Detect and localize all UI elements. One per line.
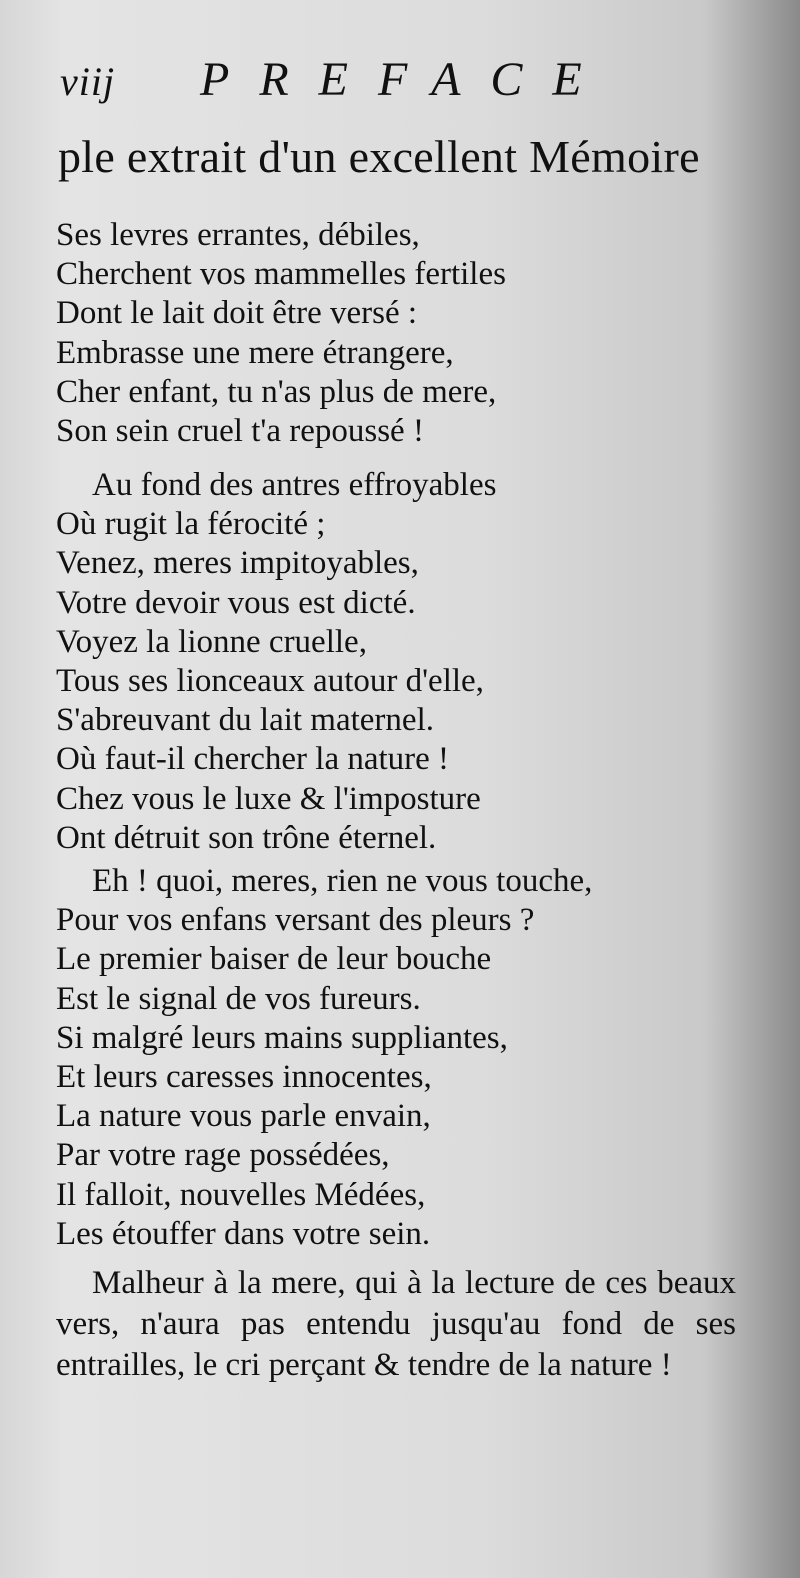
verse-line: Voyez la lionne cruelle, — [56, 623, 367, 660]
verse-line: Son sein cruel t'a repoussé ! — [56, 413, 424, 450]
verse-line: Cherchent vos mammelles fertiles — [56, 256, 506, 293]
verse-line: Ses levres errantes, débiles, — [56, 217, 420, 253]
running-title: PREFACE — [200, 53, 612, 106]
verse-line: Embrasse une mere étrangere, — [56, 334, 454, 371]
verse-line: Eh ! quoi, meres, rien ne vous touche, — [92, 863, 593, 899]
verse-line: Cher enfant, tu n'as plus de mere, — [56, 373, 497, 410]
verse-line: Dont le lait doit être versé : — [56, 295, 418, 332]
paragraph-text: Malheur à la mere, qui à la lecture de ces beaux vers, n'aura pas entendu jusqu'au fond de ses entrailles, le cri perçant & tendre de la nature ! — [56, 1265, 736, 1383]
page-number: viij — [60, 59, 116, 104]
verse-line: Votre devoir vous est dicté. — [56, 584, 416, 621]
verse-line: Les étouffer dans votre sein. — [56, 1215, 431, 1252]
verse-line: Où rugit la férocité ; — [56, 506, 326, 543]
verse-line: Où faut-il chercher la nature ! — [56, 741, 450, 778]
verse-line: Tous ses lionceaux autour d'elle, — [56, 663, 484, 700]
verse-line: Chez vous le luxe & l'imposture — [56, 780, 481, 817]
verse-line: Le premier baiser de leur bouche — [56, 941, 492, 978]
verse-line: Pour vos enfans versant des pleurs ? — [56, 902, 535, 939]
verse-line: Il falloit, nouvelles Médées, — [56, 1176, 426, 1213]
verse-line: La nature vous parle envain, — [56, 1098, 431, 1135]
verse-line: S'abreuvant du lait maternel. — [56, 702, 434, 739]
verse-line: Au fond des antres effroyables — [92, 467, 497, 503]
page-header — [60, 52, 760, 112]
closing-paragraph — [56, 1263, 736, 1386]
verse-line: Et leurs caresses innocentes, — [56, 1059, 432, 1096]
verse-line: Si malgré leurs mains suppliantes, — [56, 1019, 508, 1056]
verse-line: Venez, meres impitoyables, — [56, 545, 419, 582]
poem-stanza-1 — [56, 216, 506, 451]
poem-stanza-3 — [56, 862, 592, 1254]
verse-line: Est le signal de vos fureurs. — [56, 980, 421, 1017]
verse-line: Par votre rage possédées, — [56, 1137, 390, 1174]
continued-text-line: ple extrait d'un excellent Mémoire — [58, 131, 700, 182]
verse-line: Ont détruit son trône éternel. — [56, 819, 437, 856]
poem-stanza-2 — [56, 466, 496, 858]
